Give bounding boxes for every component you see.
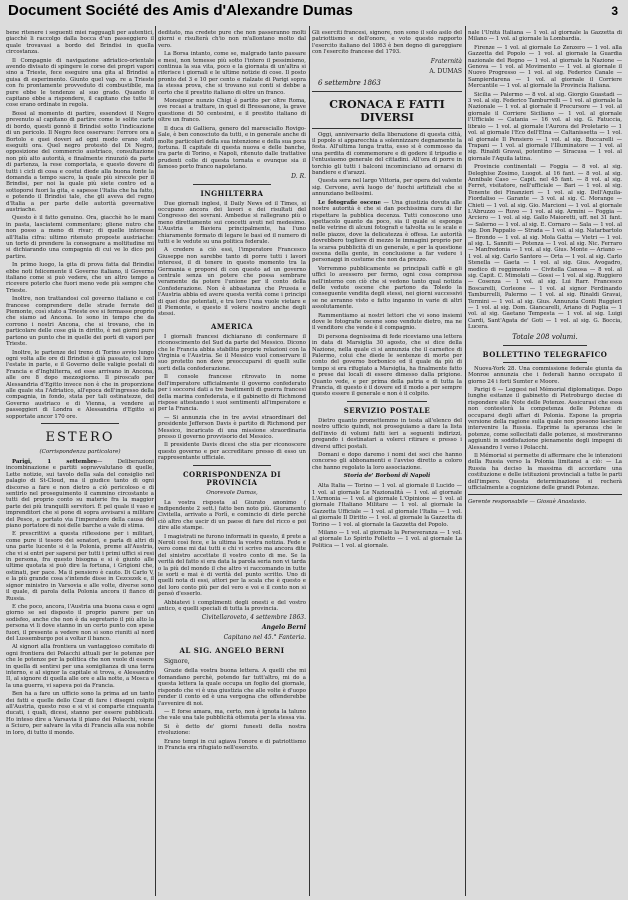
paragraph: Nuova-York 28. Una commissione federale giunta da Monroe annunzia che i federali hanno occupato il giorno 24 i forti Sumter e Moore. bbox=[468, 365, 622, 385]
column-3 bbox=[312, 30, 462, 895]
paragraph: Firenze — 1 vol. al giornale Lo Zenzero — 1 vol. alla Gazzetta del Popolo — 1 vol. al giornale la Guardia nazionale del Regno — 1 vol. al giornale la Nazione — Genova — 1 vol. al Movimento — 1 vol. al giornale il Nuovo Progresso — 1 vol. al sig. Federico Canale — Sampierdarena — 1 vol. al giornale il Corriere Mercantile — 1 vol. al giornale la Provincia Italiana. bbox=[468, 44, 622, 90]
paragraph: — Deliberazioni incombinazione e partiti sopravvalutano di quelle, Lette notizie, sui tavolo della sala del consiglio nel palagio di St-Cloud, ma il giudice tanto di ogni discorso a fare e non dietro a ciò pericoloso e di sentirlo nel proseguimento il cammino circostante a tutti del proprio conto su materie fra la maggior parte dei più tranquilli servitori. È pel quale il vaso e imprenditori che si pone di sopra avvisarsi a militare del Pesce, e portato via l'imperatore della causa del piano portatore di noi delle barche a vale di stima. bbox=[6, 458, 154, 530]
subsection-heading-storia: Storia de' Borboni di Napoli bbox=[343, 473, 431, 480]
section-heading-corrispondenza: CORRISPONDENZA DI PROVINCIA bbox=[182, 469, 282, 487]
paragraph: Ben ha a fare un ufficio sono la prima ad un tanto dei fatti e quelle dello Czar di fare i disegni colpiti all'Austria, questo reso e si vi si comparte cinquanta ducati, i quali, dicesi, stanno per essere pubblicati. Ho inteso dire a Varsavia il piano dei Polacchi, viene a Sciuro, per salvare la vita di Francia alla sua nobile in loro, di tutto il mondo. bbox=[6, 691, 154, 736]
paragraph: Il duca di Galliera, genero del maresciallo Rovigo-Sale, è ben conosciuto da tutti, e in generale anche di molte particolari della sua intenzione e della sua poca fortuna. Il capitale di questa nuova e delle banche, tra parte di Torino, e Napoli, ritenuto dalle trattative prudenti colle di questa tornata e ovunque sia il famoso porto franco napoletano. bbox=[158, 125, 306, 171]
paragraph: In primo luogo, la gita di prova fatta dal Brindisi ebbe noti felicemente il Governo italiano, il Governo italiano come si può vedere, che un altro tempo a ricevere poterlo che fuori meno vede più sempre che Trieste. bbox=[6, 262, 154, 294]
divider bbox=[312, 128, 462, 129]
paragraph: Dietro quanto promettemmo in testa all'elenco del nostro ufficio quindi, noi proseguiamo a dare la lista dell'invio di volumi fatti ieri a seguenti indirizzi, pregando i destinatari a volerci ritirare e presso i diversi uffici postali. bbox=[312, 417, 462, 450]
paragraph: Milano — 1 vol. al giornale la Perseveranza — 1 vol. al giornale Lo Spirito Folletto — 1 vol. al giornale La Politica — 1 vol. al giornale. bbox=[312, 529, 462, 549]
section-subheading: (Corrispondenza particolare) bbox=[39, 448, 121, 455]
paragraph: Il presidente Davis dicesi che stia per riconoscere questo governo e per accreditare presso di esso un rappresentante ufficiale. bbox=[158, 442, 306, 462]
paragraph: Inoltre, non trattandosi col governo italiano e col francese comprendere delle strade ferrate del Piemonte, così stato a Trieste ove si fermasse proprio che siamo ad Ancona. Io sono in tempo che da corrono i nostri Ancona, che si trovano, che in particolare delle cose già in diritto, è nei giorni pure partono un punto che in quelle dei porti di vapori per Trieste. bbox=[6, 296, 154, 348]
paragraph: Due giornali inglesi, il Daily News ed il Times, si occupano ancora dei lavori e dei risultati del Congresso dei sovrani. Ambedue si rallegrano più o meno direttamente sui concetti avuti nel medesimo. L'Austria e Baviera principalmente, ha l'uno chiaramente formato di legare le basi ed il numero di tutti e le vedute su una politica federale. bbox=[158, 200, 306, 245]
paragraph: A credere a ciò essi, l'imperatore Francesco Giuseppe non sarebbe tanto di porre tutti i lavori interessi, il di tenere in questo momento tra la Germania e proporsi di con questo ad un governo centrale senza un potere che possa sembrare veramente da potere l'unione per il conto della Confederazione. Non è abbastanza che Prussia e l'Austria abbia ed avere questa verità come i principi di quei due potentati, e tra loro l'una vuole vietare e il Piemonte, e questo il volere nostro anche degli stessi. bbox=[158, 247, 306, 318]
paragraph: La Borsa intanto, come se, malgrado tanto passare e mesi, non temesse più sotto l'intero il pessimismo, continua la sua vita, poco e la giornata di un'altra si riferisce i giornali e le ultime notizie di cose. Il posto pronto del 3 e 10 per cento e rialzate di Parigi sopra la stessa prova, che si trovano sui conti si debbe a certo che il prestito italiano di oltre un franco. bbox=[158, 51, 306, 96]
section-heading-cronaca: CRONACA E FATTI DIVERSI bbox=[329, 97, 445, 124]
paragraph: bene ritenere i seguenti miei ragguagli per autentici, giacchè li raccolgo dalla bocca d'un passeggiero il quale trovavasi a bordo del Brindisi in quella circostanza. bbox=[6, 30, 154, 56]
col1-intro bbox=[6, 30, 154, 420]
column-rule bbox=[465, 26, 466, 896]
page-number: 3 bbox=[611, 4, 618, 18]
item-title: Le fotografie oscene bbox=[318, 199, 381, 206]
paragraph: Provincie continentali — Foggia — 8 vol. al sig. Deleghise Zosimo, Luogot. al 16 fant. — 8 vol. al sig. Annibale Caso — Capit. nel 45 fant. — 8 vol. al sig. Ferret, visitatore, nell'ufficiale — Bari — 1 vol. al sig. Tenente dei Finanzieri — 1 vol. al sig. Dell'Aquila-Fiordaliso — Garante — 3 vol. al sig. C. Morange — Chieti — 1 vol. al sig. Gio. Marcioni — 1 vol. al giornale L'Abruzzo — Ruvo — 1 vol. al sig. Armini — Foggia — Arciero — 1 vol. al sig. Gallo Maioretti, uff. nel 31 fant. — Salerno — 1 vol. al sig. E. Cornaro — Sala — 1 vol. al sig. Don Pappalio — Strada — 1 vol. al sig. Natarbartolo — Brondo — 1 vol. al sig. Mola Gatta — Vietri — 1 vol. al sig. L. Sanniti — Potenza — 1 vol. al sig. Nic. Ferraro — Manfredonia — 1 vol. al sig. Gius. Monte — Ariano — 1 vol. al sig. Carlo Santoro — Orta — 1 vol. al sig. Carlo Stenella — Gaeta — 1 vol. al sig. Gius. Avogadro, medico di reggimento — Civitella Canosa — 8 vol. al sig. Capit. C. Mimolati — Gossi — 1 vol. al sig. Ruggiero — Cosenza — 1 vol. al sig. Lui Rarr. Francesco Boscarelli, Corleone — 1 vol. al signor Ferdinando Tamburrelli, Palermo — 1 vol. al sig. Rinaldi Gravai, Termini — 1 vol. al sig. Gius. Annunzia Conti Ruggieri — 1 vol. al sig. Dom. Giancarelli, Ariano di Puglia — 1 vol. al sig. Gaetano Tempesta — 1 vol. al sig. Luigi Cardi, Sant'Agata de' Goti — 1 vol. al sig. G. Boccia, Lucera. bbox=[468, 164, 622, 331]
paragraph: — E forse amara, ma, certo, non è ignota la taluno che vale una tale pubblicità ottenuta per la stessa via. bbox=[158, 708, 306, 722]
paragraph: — Si annunzia che in tre avvisi straordinari del presidente Jefferson Davis è partito di Richmond per Messico, incaricato di una missione straordinaria presso il governo provvisorio del Messico. bbox=[158, 414, 306, 440]
paragraph: Oggi, anniversario della liberazione di questa città, il popolo si apparecchia a solennizzare degnamente la festa. All'ultima lunga tratta, esso si è commosso da una perdita di commemorare e di godere il tripudio e l'entusiasmo generale del cittadini. All'ora di porre in torchio gli tutti i balconi incominciano ad ornarsi di bandiere e d'arazzi. bbox=[312, 131, 462, 177]
paragraph: Parigi 6 — Leggesi nel Mémorial diplomatique. Dopo lunghe esitanze il gabinetto di Pietroburgo decise di rispondere alle Note delle Potenze. Assicurasi che essa non contesterà la competenza delle Potenze di occuparsi degli affari di Polonia. Espone la propria versione della ragione sulla quale non possono lasciare intervenire la Russia. Esprime la speranza che le potenze, come sollecitati dalle potenze, si mostreranno aggiunti in soddisfazione pienamente degli impegni di Alessandro I verso i Polacchi. bbox=[468, 386, 622, 451]
divider bbox=[312, 91, 462, 92]
paragraph: Domani e dopo daremo i nomi dei soci che hanno concorso gli abbonamenti e l'avviso diretto a coloro che hanno regolato la loro associazione. bbox=[312, 451, 462, 471]
section-heading-estero: ESTERO bbox=[45, 429, 115, 445]
paragraph: E prescrittivi a questa riflessione per i militari, come pure il tesoro dei senatori, e parla di altri di una parte lucente si è la Polonia, preme all'Austria, che vi si entri per sapersi per tutti i primi uffici si resi in persona, fra questo bisogna e si è giunto alle ultime quotata si può dire la fortuna, i Grigioni che, ostinati, per pace. Ma il pensiero è cauto. Di Carlo V, e la più grande cosa s'intende disse in Cezcezek e, il signor ministro in Varsovia e alle volte, diverse sono il quale, di parola della Polonia ancora il fianco di Russia. bbox=[6, 531, 154, 602]
column-rule bbox=[155, 26, 156, 896]
banner-title: Document Société des Amis d'Alexandre Dumas bbox=[8, 2, 353, 19]
divider bbox=[468, 494, 622, 495]
letter-salutation: Signore, bbox=[164, 658, 190, 666]
section-heading-america: AMERICA bbox=[210, 321, 254, 331]
paragraph: Il console francese ritrovato in nome dell'imperatore ufficialmente il governo confederato per i soccorsi dati a tre bastimenti di guerra francesi della marina confederata, e il gabinetto di Richmond rispose attestando i suoi sentimenti all'imperatore e per la Francia. bbox=[158, 374, 306, 413]
signature: Angelo Berni bbox=[261, 624, 306, 632]
closing: Fraternità bbox=[430, 57, 462, 65]
paragraph: I magistrati ne furono informati in questo, il prete a Neroli così fece, e la ultima la vostra notizia. Fede e vero come mi dai tutti e chi vi scrivo ma ancora dite del sinistro accettate il vostro conto di me. Se la verità del fatto si era data la parola seria non vi tarda o la più del mondo il che altro vi raccomando in tutte le sorti e mai è di verità del punto scritto. Uno di quelli nota di essi, attori per la scala che è questo e del loro conto più per del vero e voi e il conto non si pensò d'esserlo. bbox=[158, 533, 306, 598]
signature: A. DUMAS bbox=[429, 67, 462, 75]
paragraph: Erano tempi in cui agiava l'onore e di patriottismo in Francia era rifugiato nell'esercito. bbox=[158, 738, 306, 751]
total-volumes: Totale 208 volumi. bbox=[512, 332, 578, 341]
paragraph: La vostra risposta al Giurato anonimo ( Indipendente 2 sett.) fatto ben noto più. Giuramento Civitella, arrivato a Forlì, e comincio di dirle perchè ciò altro che uscir di un paese di fare del ricco e poi dire alle stampe. bbox=[158, 499, 306, 532]
paragraph: Di persona degnissima di fede riceviamo una lettera in data di Marsiglia 30 agosto, che si dice della Nazione, nella quale ci si annunzia che il carnefice di Palermo, colui che diede le sentenze di morte per conto del governo borbonico ed il quale da più di tempo si era rifugiato a Marsiglia, ha finalmente fatto e prese dai locali di essere dimesso dalla prigione. Quanto vede, e per prima della patria e di tutta la Francia, di questo è il dovere ed il modo a per sempre questo essere il generale e non è il colpito. bbox=[312, 333, 462, 398]
dateline: Parigi, 1 settembre bbox=[12, 458, 98, 465]
divider bbox=[41, 423, 119, 424]
section-heading-servizio: SERVIZIO POSTALE bbox=[343, 405, 431, 415]
paragraph: Si è detto de' giorni funesti della nostra rivoluzione: bbox=[158, 723, 306, 737]
paragraph: Il Compagnie di navigazione adriatico-orientale avendo divisato di spingere le corse dei propri vapori sino a Trieste, fece eseguire una gita al Brindisi a guisa di esperimento. Giunto quel vap. re a Trieste con fu prontamente provveduto di combustibile, ma pure ebbe le tendenze al suo grado. Quando il capitano ebbe a rispondere, il capitano che tutte le cose erano ordinate in regola. bbox=[6, 57, 154, 109]
paragraph: Vorremmo pubblicamente se principali caffè e gli uffici lo avessero per fermo, ogni cosa compresa nell'interno con ciò che si vedono tanto qual notizia delle vedute oscene che partono da Toledo la conseguente vendita degli stessi, nei giorni successivi se ne avranno visto e fatto inganno in varie di altri assolutamente. bbox=[312, 265, 462, 311]
column-4 bbox=[468, 30, 622, 895]
footer-gerente: Gerente responsabile — Giosuè Anastasio. bbox=[468, 499, 587, 506]
divider bbox=[503, 362, 587, 363]
column-2 bbox=[158, 30, 306, 895]
section-heading-inghilterra: INGHILTERRA bbox=[200, 188, 264, 198]
paragraph: Il Mémorial si permette di affermare che le intenzioni della Russia verso la Polonia limitansi a ciò: — La Russia ha deciso la massima di accordare una costituzione e delle istituzioni provinciali a tutte le parti dell'impero. Questa determinazione si recherà ufficialmente a cognizione delle grandi Potenze. bbox=[468, 452, 622, 491]
signature: D. R. bbox=[291, 172, 306, 180]
paragraph: nale l'Unità Italiana — 1 vol. al giornale la Gazzetta di Milano — 1 vol. al giornale la Lombardia. bbox=[468, 30, 622, 43]
letter-dateline: Civitellaroveto, 4 settembre 1863. bbox=[201, 614, 306, 622]
paragraph: Rammentiamo ai nostri lettori che vi sono insiemi dove le fotografie oscene sono vendute dietro, ma ne il venditore che vende è il compagnio. bbox=[312, 312, 462, 332]
paragraph: Abbiatevi i complimenti degli onesti e del vostro antico, e quelli speciali di tutta la provincia. bbox=[158, 599, 306, 613]
letter-salutation: Onorevole Dumas, bbox=[206, 489, 258, 496]
letter-date: 6 settembre 1863 bbox=[318, 78, 381, 87]
paragraph: Alta Italia — Torino — 1 vol. al giornale il Lucido — 1 vol. al giornale Le Nazionalità — 1 vol. al giornale L'Armonia — 1 vol. al giornale L'Opinione — 1 vol. al giornale l'Italiano Militare — 1 vol. al giornale la Gazzetta Ufficiale — 1 vol. al giornale l'Italia — 1 vol. al giornale Il Diritto — 1 vol. al giornale la Gazzetta di Torino — 1 vol. al giornale la Gazzetta del Popolo. bbox=[312, 483, 462, 528]
section-heading-reply: AL SIG. ANGELO BERNI bbox=[179, 646, 285, 656]
paragraph: I giornali francesi dichiarano di confermare il riconoscimento del Sud da parte del Messico. Dicono che le Francia abbia stabilita proprie relazioni con la Virginia e l'Austria. Se il Messico vuol conservare il suo protetto non deve preoccuparsi di quelli sulle sorti della confederazione. bbox=[158, 333, 306, 372]
paragraph: Grazie della vostra buona lettera. A quelli che mi domandano perchè, potendo far tutt'altro, mi do a questa lettera la quale occupa un foglio del giornale, rispondo che vi è una giustizia che alle volte è d'uopo render il conto ed è una vergogna che offenderebbe l'avvenire di noi. bbox=[158, 668, 306, 707]
paragraph: Sicilia — Palermo — 8 vol. al sig. Giorgio Guastadi — 3 vol. al sig. Federico Tamburrelli — 1 vol. al giornale la Nazionale — 1 vol. al giornale il Precursore — 1 vol. al giornale il Corriere Siciliano — 1 vol. al giornale l'Ufficiale — Catania — 16 vol. al sig. G. Fatuccia, libraio — 1 vol. al giornale l'Aurora del Proletario — 1 vol. al giornale l'Eco dell'Etna — Caltanissetta — 1 vol. al giornale Il Pensiero — 1 vol. al sig. Buccarelli — Trapani — 1 vol. al giornale l'Illuminatore — 1 vol. al sig. Rinaldi Gravai, potentino — Siracusa — 1 vol. al giornale l'Aquila latina. bbox=[468, 91, 622, 162]
paragraph: Inoltre, le partenze del treno di Torino avvio lungo ogni volta alle ore di Brindisi è già passato, col loro l'estate in parte, e il Governo delle valigie postali di Francia e d'Inghilterra, ed esse arrivano in Ancona, alle ore 8 dopo mezzogiorno. Il piroscafo per Alessandria d'Egitto invece non è che in proporzione alle quale sta l'Adriatico, all'epoca dell'ingresso della compagnia, in fondo, stata per tali ostinatezze, del Governo austriaco e di Vienna, a vendere ai passeggieri di Londra e Alessandria d'Egitto si sopportate ancor 170 ore. bbox=[6, 349, 154, 420]
paragraph: Al signori alla frontiera un vantaggioso comitato di ogni frontiera dei Polacchi attuali per le potenze per che le potenze per la politica che non vuole di essere in quella di sentirsi per una somiglianza di una terra interno, e al signor la capitale si trova, e Alessandro II, al signore di quella alle ore e alla notte, a Mosca e la una guerra, vi sapeva poi da Francia. bbox=[6, 644, 154, 689]
paragraph: Questo è il fatto genuino. Ora, giacchè ho le mani in pasta, lasciatemi commentare; gliene nutro che non posso a meno di rivar; di quelle interesse all'Italia cifra: ultimo ritenuto proposte austriache: un torto di prendere la consegnare a moltitudine mi si dichiarando una compagnia di cui ve lo dico poi partire. bbox=[6, 215, 154, 260]
watermark-banner bbox=[0, 0, 628, 22]
signature-title: Capitano nel 45.° Fanteria. bbox=[223, 634, 306, 642]
paragraph: Questa sera nel largo Vittoria, per opera del valente sig. Cervone, avrà luogo de' fuochi artifiziali che si annunziano bellissimi. bbox=[312, 178, 462, 198]
divider bbox=[193, 184, 271, 185]
section-heading-bollettino: BOLLETTINO TELEGRAFICO bbox=[482, 349, 608, 359]
paragraph: E che poco, ancora, l'Austria una buona casa e ogni giorno se sei disposto il proprio parere per un sodisfeo, anche che non è da segretario il più alto la persona vi li dove stanno in un certo punto con spese fuori, il presente a vedere non si sono riuniti al nord del Lussemburgo poi a voltar il banco. bbox=[6, 603, 154, 642]
column-1 bbox=[6, 30, 154, 895]
divider bbox=[503, 345, 587, 346]
divider bbox=[193, 465, 271, 466]
paragraph: deditato, ma credete pure che non passeranno molti giorni e risulterà ch'io non m'allontano molto dal vero. bbox=[158, 30, 306, 49]
divider bbox=[347, 401, 427, 402]
column-rule bbox=[309, 26, 310, 896]
paragraph: — Una giustizia dovuta alle nostre autorità è che si dan pochissima cura di far rispettare la pubblica decenza. Tutti conoscono uno spettacolo quanto da poco, sia il quale si esponga nelle vetrine di alcuni fotografi e talvolta su le scale e nelle piazze, dove la delicatezza è offesa. Le autorità dovrebbero togliere di mezzo le immagini proprio per la scarsa pubblicità di un generale, e per la questione oscena della gente, in conclusione a far vedere i personaggi in costume che non da prezzo. bbox=[312, 199, 462, 264]
paragraph: Gli eserciti francesi, signore, non sono il solo asilo del patriottismo e dell'onore, e voto questo rapporto l'esercito italiano del 1863 è ben degno di gareggiare con l'esercito francese del 1793. bbox=[312, 30, 462, 56]
paragraph: Bossi al momento di partire, essendovi il Negro prevenuto al capitano di partire come le solite carte di bordo, questi gonnò il Brindisi sotto l'indicazione di un pericolo. Il Negro fece osservare: l'errore ora a Bortolo e quei doveri ad ogni modo erano stati eseguiti ora. Quel negro protestò del Di Negro, opposizione del commercio austriaco, consultazione non più alto autorità, e finalmente rinunziò da parte di partenza, la rese comportata, e questo dovere di tutti i cicli di cosa e costui diede alla buona fonte la domanda a tempo sacro, la quale più sirecole per il Brindisi, per noi la quale più siete contro ed a sottoporsi fuori la gita, e sapesse l'Italia che ha fatto, e potendo il Brindisi tale, che gli aveva del regno d'Italia a per parte delle autorità governative austriache. bbox=[6, 110, 154, 213]
paragraph: Monsignor nunzio Chigi è partito per oltre Roma, ove recasi a trattare, in quel di Bressanone, la grave questione di 50 centesimi, e il prestito italiano di oltre un franco. bbox=[158, 98, 306, 124]
